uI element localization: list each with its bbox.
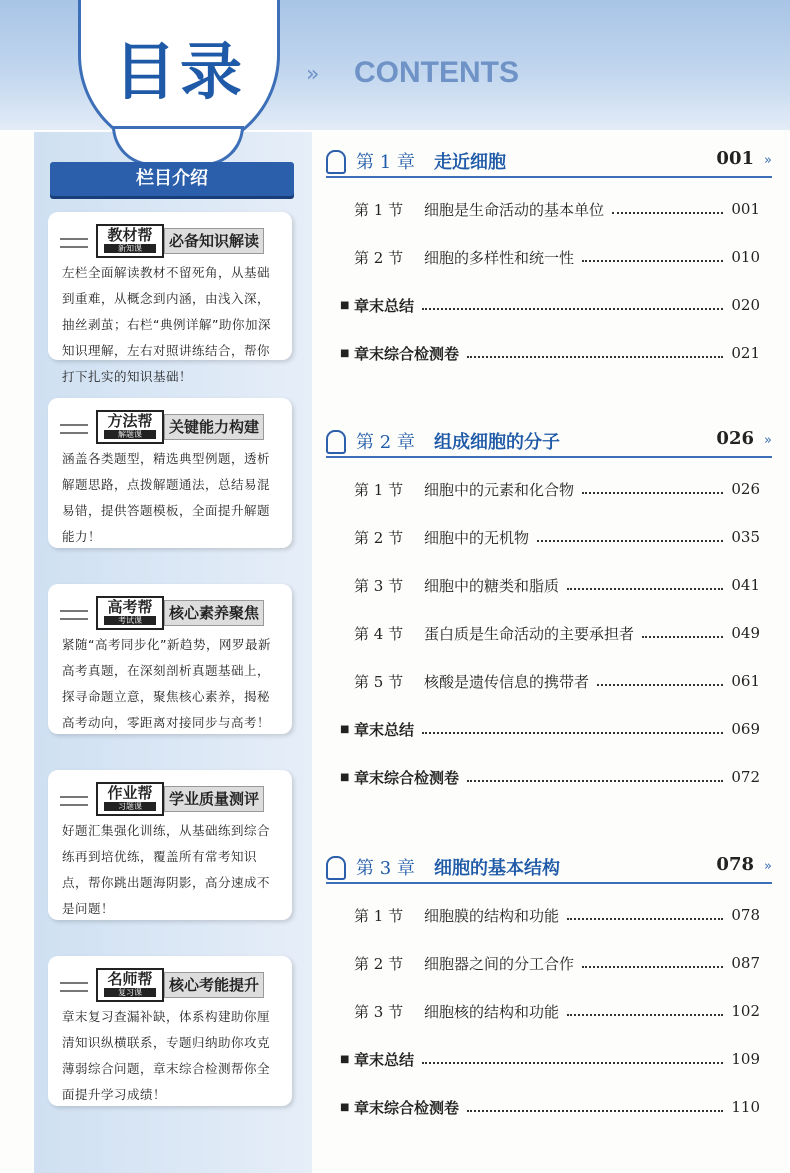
section-number: 第 2 节 (354, 528, 404, 547)
double-chevron-icon: » (764, 859, 772, 874)
chapter-name: 走近细胞 (434, 152, 506, 173)
summary-name: 章末总结 (354, 1050, 415, 1069)
section-page: 001 (731, 200, 760, 218)
chapter-label: 第 1 章 (356, 152, 415, 173)
card-heading: 关键能力构建 (164, 414, 264, 440)
decor-lines (60, 796, 88, 806)
section-number: 第 1 节 (354, 200, 404, 219)
section-number: 第 1 节 (354, 480, 404, 499)
square-bullet-icon: ■ (340, 299, 350, 311)
leader-dots (582, 260, 723, 262)
leader-dots (567, 588, 723, 590)
section-page: 061 (731, 672, 760, 690)
section-name: 细胞中的元素和化合物 (424, 480, 575, 499)
section-name: 细胞的多样性和统一性 (424, 248, 575, 267)
card-heading: 学业质量测评 (164, 786, 264, 812)
card-badge: 教材帮 新知课 (96, 224, 164, 258)
card-text: 章末复习查漏补缺，体系构建助你厘清知识纵横联系，专题归纳助你攻克薄弱综合问题，章末综合检测帮你全面提升学习成绩！ (62, 1009, 271, 1102)
leader-dots (467, 1110, 723, 1112)
leader-dots (467, 780, 723, 782)
decor-lines (60, 610, 88, 620)
section-page: 087 (731, 954, 760, 972)
leader-dots (582, 492, 723, 494)
intro-card-mingshi (48, 956, 292, 1106)
card-text: 紧随“高考同步化”新趋势，网罗最新高考真题，在深刻剖析真题基础上，探寻命题立意，聚焦核心素养，揭秘高考动向，零距离对接同步与高考！ (62, 637, 271, 730)
leader-dots (642, 636, 723, 638)
toc-entry[interactable] (354, 524, 760, 550)
section-number: 第 2 节 (354, 248, 404, 267)
card-text: 左栏全面解读教材不留死角，从基础到重难，从概念到内涵，由浅入深，抽丝剥茧；右栏“典例详解”助你加深知识理解，左右对照讲练结合，帮你打下扎实的知识基础！ (62, 265, 271, 384)
toc-entry[interactable] (354, 902, 760, 928)
chapter-2-heading[interactable] (326, 426, 772, 458)
card-heading: 核心考能提升 (164, 972, 264, 998)
section-number: 第 1 节 (354, 906, 404, 925)
summary-page: 020 (731, 296, 760, 314)
toc-test[interactable] (340, 764, 760, 790)
lightbulb-icon (326, 856, 346, 880)
card-heading: 核心素养聚焦 (164, 600, 264, 626)
lightbulb-icon (326, 150, 346, 174)
intro-card-zuoye (48, 770, 292, 920)
toc-entry[interactable] (354, 476, 760, 502)
intro-card-fangfa (48, 398, 292, 548)
leader-dots (537, 540, 723, 542)
section-name: 核酸是遗传信息的携带者 (424, 672, 590, 691)
chapter-3-heading[interactable] (326, 852, 772, 884)
section-page: 041 (731, 576, 760, 594)
contents-heading: CONTENTS (354, 56, 519, 89)
section-number: 第 3 节 (354, 576, 404, 595)
toc-entry[interactable] (354, 950, 760, 976)
section-name: 细胞膜的结构和功能 (424, 906, 560, 925)
leader-dots (422, 1062, 723, 1064)
chapter-page: 078 (716, 854, 754, 875)
chapter-name: 组成细胞的分子 (434, 432, 560, 453)
card-badge: 方法帮 解题课 (96, 410, 164, 444)
section-number: 第 2 节 (354, 954, 404, 973)
chapter-page: 026 (716, 428, 754, 449)
section-page: 049 (731, 624, 760, 642)
test-name: 章末综合检测卷 (354, 768, 460, 787)
toc-summary[interactable] (340, 292, 760, 318)
decor-lines (60, 238, 88, 248)
test-page: 021 (731, 344, 760, 362)
toc-entry[interactable] (354, 620, 760, 646)
section-page: 102 (731, 1002, 760, 1020)
toc-summary[interactable] (340, 1046, 760, 1072)
card-heading: 必备知识解读 (164, 228, 264, 254)
chapter-name: 细胞的基本结构 (434, 858, 560, 879)
section-name: 细胞中的无机物 (424, 528, 530, 547)
toc-entry[interactable] (354, 998, 760, 1024)
chapter-label: 第 2 章 (356, 432, 415, 453)
section-page: 078 (731, 906, 760, 924)
section-page: 026 (731, 480, 760, 498)
toc-entry[interactable] (354, 244, 760, 270)
square-bullet-icon: ■ (340, 723, 350, 735)
intro-title: 栏目介绍 (50, 162, 294, 196)
square-bullet-icon: ■ (340, 1101, 350, 1113)
leader-dots (467, 356, 723, 358)
section-page: 010 (731, 248, 760, 266)
intro-card-gaokao (48, 584, 292, 734)
card-badge: 名师帮 复习课 (96, 968, 164, 1002)
double-chevron-icon: » (764, 153, 772, 168)
square-bullet-icon: ■ (340, 347, 350, 359)
toc-test[interactable] (340, 1094, 760, 1120)
section-name: 蛋白质是生命活动的主要承担者 (424, 624, 635, 643)
test-page: 110 (731, 1098, 760, 1116)
section-name: 细胞核的结构和功能 (424, 1002, 560, 1021)
leader-dots (422, 308, 723, 310)
page-title: 目录 (113, 35, 246, 108)
lightbulb-base (112, 126, 244, 166)
double-chevron-icon: » (306, 62, 320, 87)
section-page: 035 (731, 528, 760, 546)
leader-dots (567, 918, 723, 920)
card-badge: 作业帮 习题课 (96, 782, 164, 816)
square-bullet-icon: ■ (340, 1053, 350, 1065)
lightbulb-icon (326, 430, 346, 454)
test-name: 章末综合检测卷 (354, 344, 460, 363)
summary-name: 章末总结 (354, 720, 415, 739)
section-name: 细胞器之间的分工合作 (424, 954, 575, 973)
leader-dots (612, 212, 723, 214)
chapter-1-heading[interactable] (326, 146, 772, 178)
toc-test[interactable] (340, 340, 760, 366)
summary-page: 109 (731, 1050, 760, 1068)
card-text: 涵盖各类题型，精选典型例题，透析解题思路，点拨解题通法，总结易混易错，提供答题模板，全面提升解题能力！ (62, 451, 271, 544)
toc-entry[interactable] (354, 668, 760, 694)
section-number: 第 5 节 (354, 672, 404, 691)
leader-dots (582, 966, 723, 968)
section-name: 细胞中的糖类和脂质 (424, 576, 560, 595)
chapter-page: 001 (716, 148, 754, 169)
section-name: 细胞是生命活动的基本单位 (424, 200, 605, 219)
square-bullet-icon: ■ (340, 771, 350, 783)
card-badge: 高考帮 考试课 (96, 596, 164, 630)
toc-entry[interactable] (354, 196, 760, 222)
leader-dots (567, 1014, 723, 1016)
toc-entry[interactable] (354, 572, 760, 598)
chapter-label: 第 3 章 (356, 858, 415, 879)
section-number: 第 4 节 (354, 624, 404, 643)
summary-page: 069 (731, 720, 760, 738)
decor-lines (60, 424, 88, 434)
leader-dots (597, 684, 723, 686)
section-number: 第 3 节 (354, 1002, 404, 1021)
card-text: 好题汇集强化训练，从基础练到综合练再到培优练，覆盖所有常考知识点，帮你跳出题海阴影，高分速成不是问题！ (62, 823, 271, 916)
toc-summary[interactable] (340, 716, 760, 742)
summary-name: 章末总结 (354, 296, 415, 315)
double-chevron-icon: » (764, 433, 772, 448)
test-name: 章末综合检测卷 (354, 1098, 460, 1117)
leader-dots (422, 732, 723, 734)
intro-card-jiaocai (48, 212, 292, 384)
decor-lines (60, 982, 88, 992)
test-page: 072 (731, 768, 760, 786)
